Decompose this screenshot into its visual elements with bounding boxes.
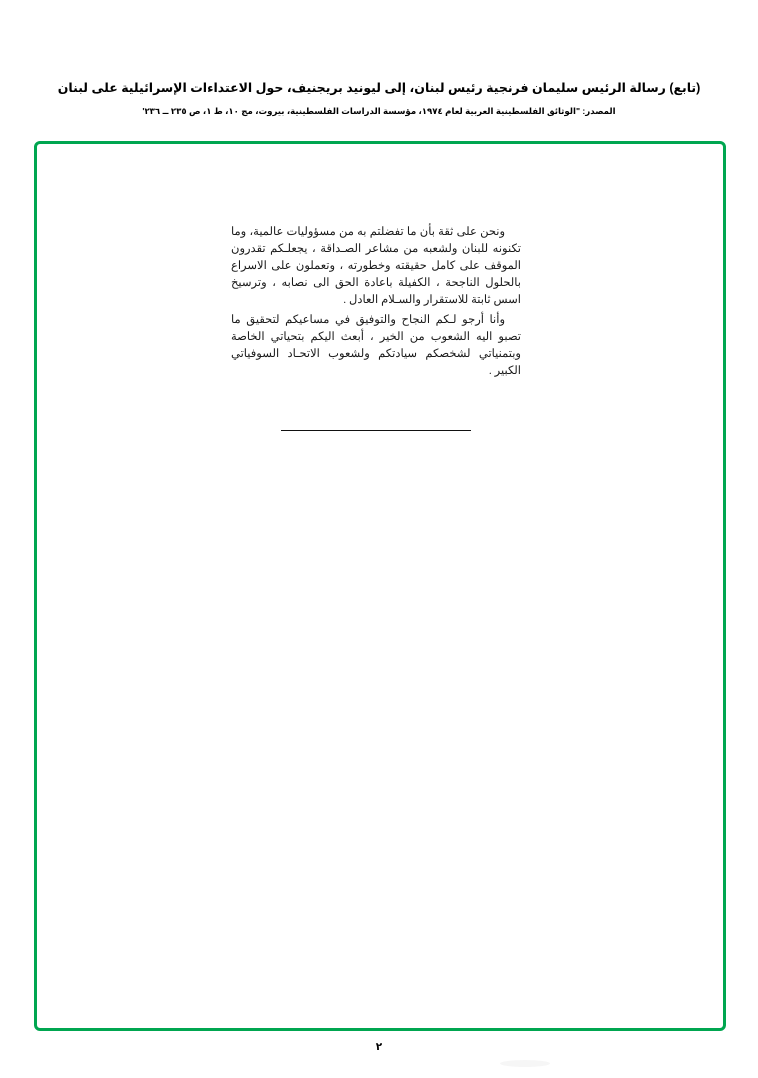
page-title: (تابع) رسالة الرئيس سليمان فرنجية رئيس لبنان، إلى ليونيد بريجنيف، حول الاعتداءات الإسرائيلية على لبنان xyxy=(57,81,701,95)
page-number: ٢ xyxy=(375,1041,383,1053)
paragraph-text: وأنا أرجو لـكم النجاح والتوفيق في مساعيكم لتحقيق ما تصبو اليه الشعوب من الخير ، أبعث اليكم بتحياتي الخاصة وبتمنياتي لشخصكم سيادتكم ولشعوب الاتحـاد السوفياتي الكبير . xyxy=(231,314,521,377)
body-paragraph xyxy=(231,224,521,309)
source-citation: المصدر: "الوثائق الفلسطينية العربية لعام ١٩٧٤، مؤسسة الدراسات الفلسطينية، بيروت، مج ١٠، ط ١، ص ٢٣٥ ــ ٢٣٦' xyxy=(142,106,616,116)
scanned-page-frame xyxy=(34,141,726,1031)
paragraph-text: ونحن على ثقة بأن ما تفضلتم به من مسؤوليات عالمية، وما تكنونه للبنان ولشعبه من مشاعر الصـداقة ، يجعلـكم تقدرون الموقف على كامل حقيقته وخطورته ، وتعملون على الاسراع بالحلول الناجحة ، الكفيلة باعادة الحق الى نصابه ، وترسيخ اسس ثابتة للاستقرار والسـلام العادل . xyxy=(231,226,521,306)
horizontal-rule xyxy=(281,430,471,431)
body-paragraph xyxy=(231,312,521,380)
scanned-page-body xyxy=(37,182,723,1066)
scan-smudge xyxy=(500,1060,550,1067)
